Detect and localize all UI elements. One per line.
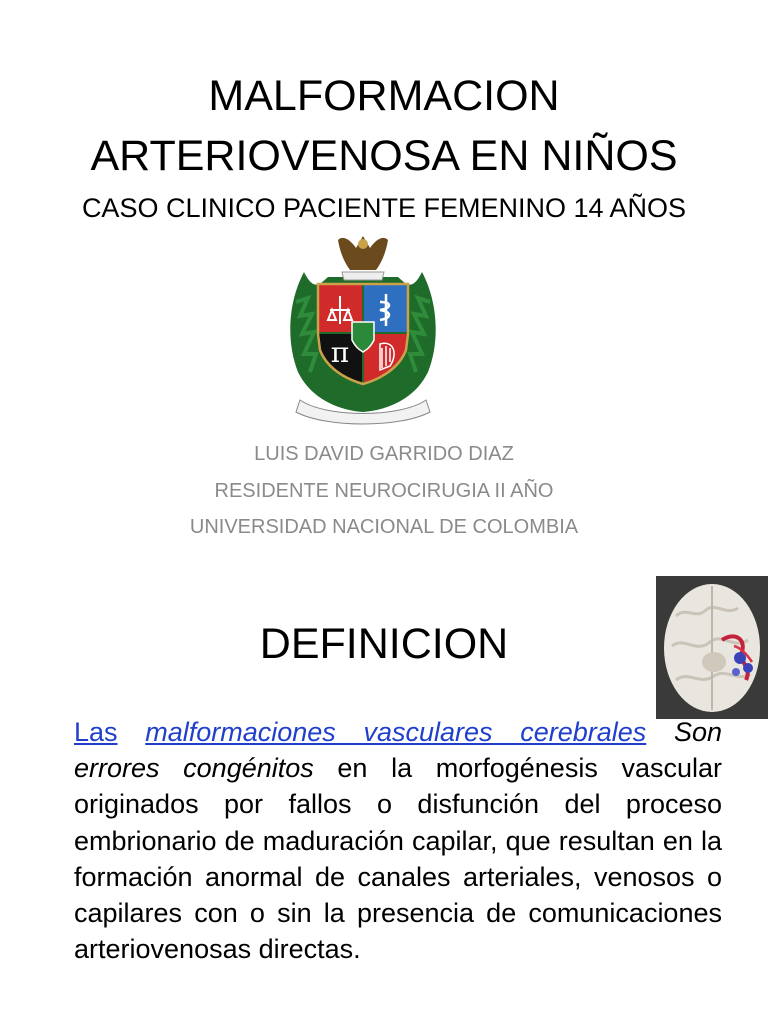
definition-text: en la morfogénesis vascular originados por fallos o disfunción del proceso embrionario de maduración capilar, que resultan en la formación anormal de canales arteriales, venosos o capilares con o sin la presencia de comunicaciones xyxy=(74,753,722,929)
subtitle: CASO CLINICO PACIENTE FEMENINO 14 AÑOS xyxy=(81,193,687,223)
svg-text:π: π xyxy=(330,336,350,369)
title-line-2: ARTERIOVENOSA EN NIÑOS xyxy=(90,132,678,180)
title-line-1: MALFORMACION xyxy=(208,72,560,120)
definition-title: DEFINICION xyxy=(259,620,509,668)
link-las[interactable]: Las xyxy=(74,717,118,747)
author-institution: UNIVERSIDAD NACIONAL DE COLOMBIA xyxy=(189,516,579,538)
definition-paragraph xyxy=(74,714,722,967)
word-son: Son xyxy=(673,717,722,747)
link-malformaciones-vasculares[interactable]: malformaciones vasculares cerebrales xyxy=(145,717,647,747)
author-role: RESIDENTE NEUROCIRUGIA II AÑO xyxy=(214,480,554,502)
definition-text-end: arteriovenosas directas. xyxy=(74,934,361,965)
definition-slide xyxy=(0,576,768,1024)
author-name: LUIS DAVID GARRIDO DIAZ xyxy=(254,443,514,465)
errores-congenitos: errores congénitos xyxy=(74,753,314,784)
university-crest-icon xyxy=(286,232,440,428)
